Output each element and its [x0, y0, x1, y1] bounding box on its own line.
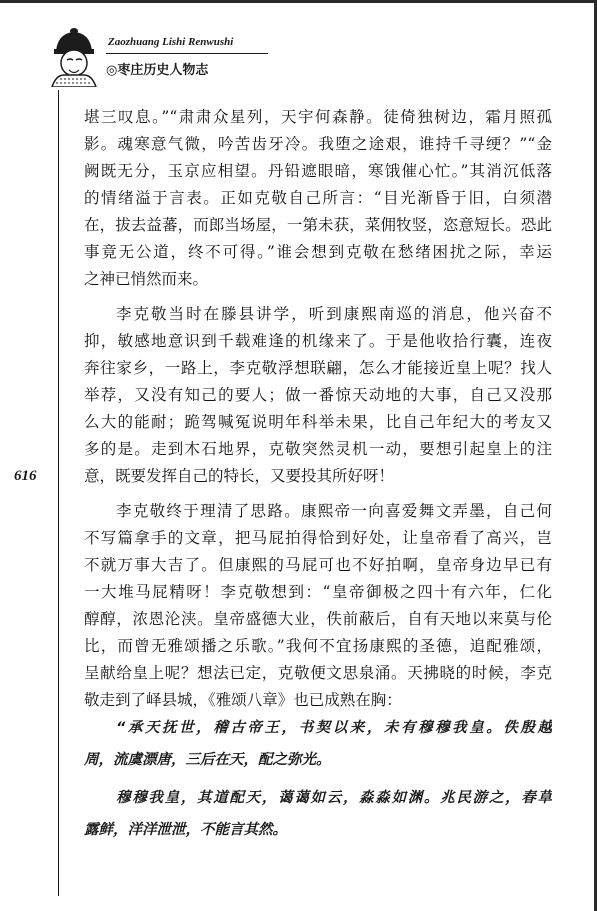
- text-line: 影。魂寒意气微，吟苦齿牙冷。我堕之途艰，谁持千寻绠？”“金: [84, 135, 552, 153]
- text-line: 比，而曾无雅颂播之乐歌。”我何不宜扬康熙的圣德，追配雅颂，: [84, 637, 552, 655]
- text-line: 李克敬当时在滕县讲学，听到康熙南巡的消息，他兴奋不: [116, 305, 552, 323]
- text-line: 奔往家乡，一路上，李克敬浮想联翩，怎么才能接近皇上呢？找人: [84, 359, 552, 377]
- text-line: 多的是。走到木石地界，克敬突然灵机一动，要想引起皇上的注: [84, 440, 552, 458]
- text-line: 阙既无分，玉京应相望。丹铅遮眼暗，寒饿催心忙。”其消沉低落: [84, 162, 552, 180]
- header-latin-title: Zaozhuang Lishi Renwushi: [108, 36, 234, 48]
- verse-stanza: [84, 782, 552, 846]
- text-line: 不就万事大吉了。但康熙的马屁可也不好拍啊，皇帝身边早已有: [84, 556, 552, 574]
- verse-quotation: [84, 712, 552, 852]
- verse-stanza: [84, 712, 552, 776]
- verse-line: 周，流虞漂唐，三后在天，配之弥光。: [84, 752, 331, 768]
- verse-line: 露鲜，洋洋泄泄，不能言其然。: [84, 822, 287, 838]
- scholar-portrait-icon: [46, 27, 102, 87]
- running-header: [46, 27, 268, 87]
- text-line: 举荐，又没有知己的要人；做一番惊天动地的大事，自己又没那: [84, 386, 552, 404]
- page-number: 616: [14, 468, 37, 484]
- header-chinese-title: ◎枣庄历史人物志: [106, 63, 209, 78]
- text-line: 一大堆马屁精呀！李克敬想到：“皇帝御极之四十有六年，仁化: [84, 583, 552, 601]
- header-rule: [106, 53, 268, 54]
- text-line: 抑，敏感地意识到千载难逢的机缘来了。于是他收拾行囊，连夜: [84, 332, 552, 350]
- paragraph: [84, 498, 552, 714]
- text-line: 李克敬终于理清了思路。康熙帝一向喜爱舞文弄墨，自己何: [116, 502, 552, 520]
- verse-line: “承天抚世，稽古帝王，书契以来，未有穆穆我皇。佚殷越: [116, 720, 552, 736]
- text-line: 不写篇拿手的文章，把马屁拍得恰到好处，让皇帝看了高兴，岂: [84, 529, 552, 547]
- text-line: 在，拔去益蕃，而郎当场屋，一第未获，菜佣牧竖，恣意短长。恐此: [84, 216, 552, 234]
- text-line: 事竟无公道，终不可得。”谁会想到克敬在愁绪困扰之际，幸运: [84, 243, 552, 261]
- body-text: [84, 104, 552, 722]
- text-line: 呈献给皇上呢？想法已定，克敬便文思泉涌。天拂晓的时候，李克: [84, 664, 552, 682]
- paragraph: [84, 301, 552, 490]
- text-line: 之神已悄然而来。: [84, 270, 209, 288]
- text-line: 敬走到了峄县城，《雅颂八章》也已成熟在胸：: [84, 691, 402, 709]
- text-line: 的情绪溢于言表。正如克敬自己所言：“目光渐昏于旧，白须潜: [84, 189, 552, 207]
- left-margin-rule: [58, 90, 59, 896]
- text-line: 意，既要发挥自己的特长，又要投其所好呀！: [84, 467, 395, 485]
- text-line: 么大的能耐；跪驾喊冤说明年科举未果，比自己年纪大的考友又: [84, 413, 552, 431]
- paragraph: [84, 104, 552, 293]
- top-border-rule: [0, 0, 597, 3]
- verse-line: 穆穆我皇，其道配天，蔼蔼如云，淼淼如渊。兆民游之，春草: [116, 790, 552, 806]
- text-line: 堪三叹息。”“肃肃众星列，天宇何森静。徒倚独树边，霜月照孤: [84, 108, 552, 126]
- text-line: 醇醇，浓恩沦浃。皇帝盛德大业，佚前蔽后，自有天地以来莫与伦: [84, 610, 552, 628]
